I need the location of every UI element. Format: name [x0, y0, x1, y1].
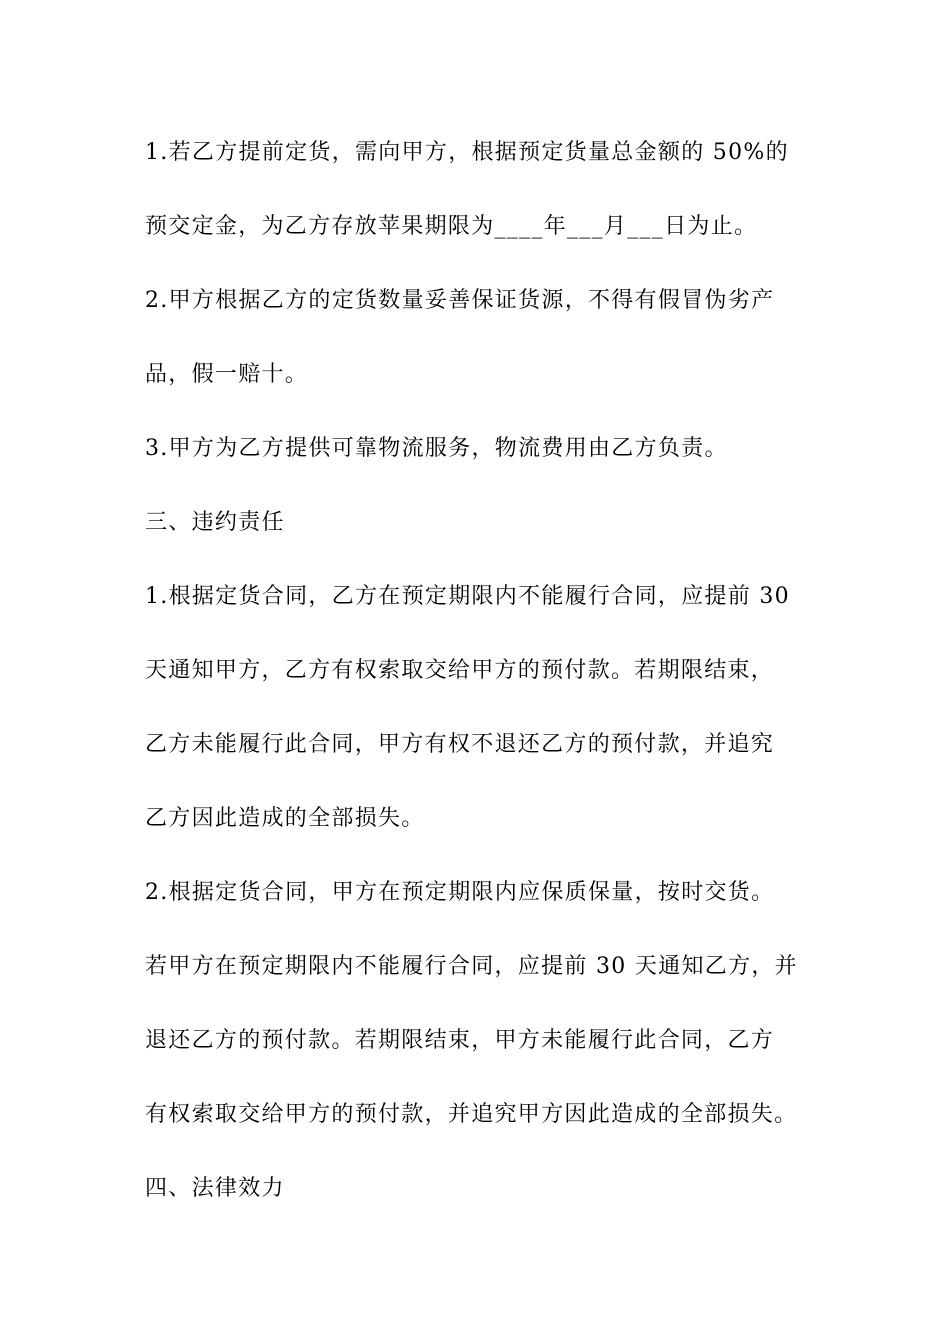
paragraph-line: 2.根据定货合同，甲方在预定期限内应保质保量，按时交货。 — [145, 880, 775, 905]
paragraph-line: 退还乙方的预付款。若期限结束，甲方未能履行此合同，乙方 — [145, 1028, 775, 1053]
paragraph-line: 3.甲方为乙方提供可靠物流服务，物流费用由乙方负责。 — [145, 436, 728, 461]
paragraph-line: 若甲方在预定期限内不能履行合同，应提前 30 天通知乙方，并 — [145, 954, 798, 979]
paragraph-line: 有权索取交给甲方的预付款，并追究甲方因此造成的全部损失。 — [145, 1102, 798, 1127]
paragraph-line: 天通知甲方，乙方有权索取交给甲方的预付款。若期限结束， — [145, 658, 775, 683]
paragraph-line: 2.甲方根据乙方的定货数量妥善保证货源，不得有假冒伪劣产 — [145, 288, 775, 313]
paragraph-line: 乙方因此造成的全部损失。 — [145, 806, 425, 831]
document-body — [145, 131, 815, 1241]
section-heading: 四、法律效力 — [145, 1176, 285, 1201]
paragraph-line: 乙方未能履行此合同，甲方有权不退还乙方的预付款，并追究 — [145, 732, 775, 757]
paragraph-line: 1.若乙方提前定货，需向甲方，根据预定货量总金额的 50%的 — [145, 140, 789, 165]
paragraph-line: 品，假一赔十。 — [145, 362, 309, 387]
section-heading: 三、违约责任 — [145, 510, 285, 535]
paragraph-line: 1.根据定货合同，乙方在预定期限内不能履行合同，应提前 30 — [145, 584, 790, 609]
paragraph-line: 预交定金，为乙方存放苹果期限为____年___月___日为止。 — [145, 214, 758, 239]
